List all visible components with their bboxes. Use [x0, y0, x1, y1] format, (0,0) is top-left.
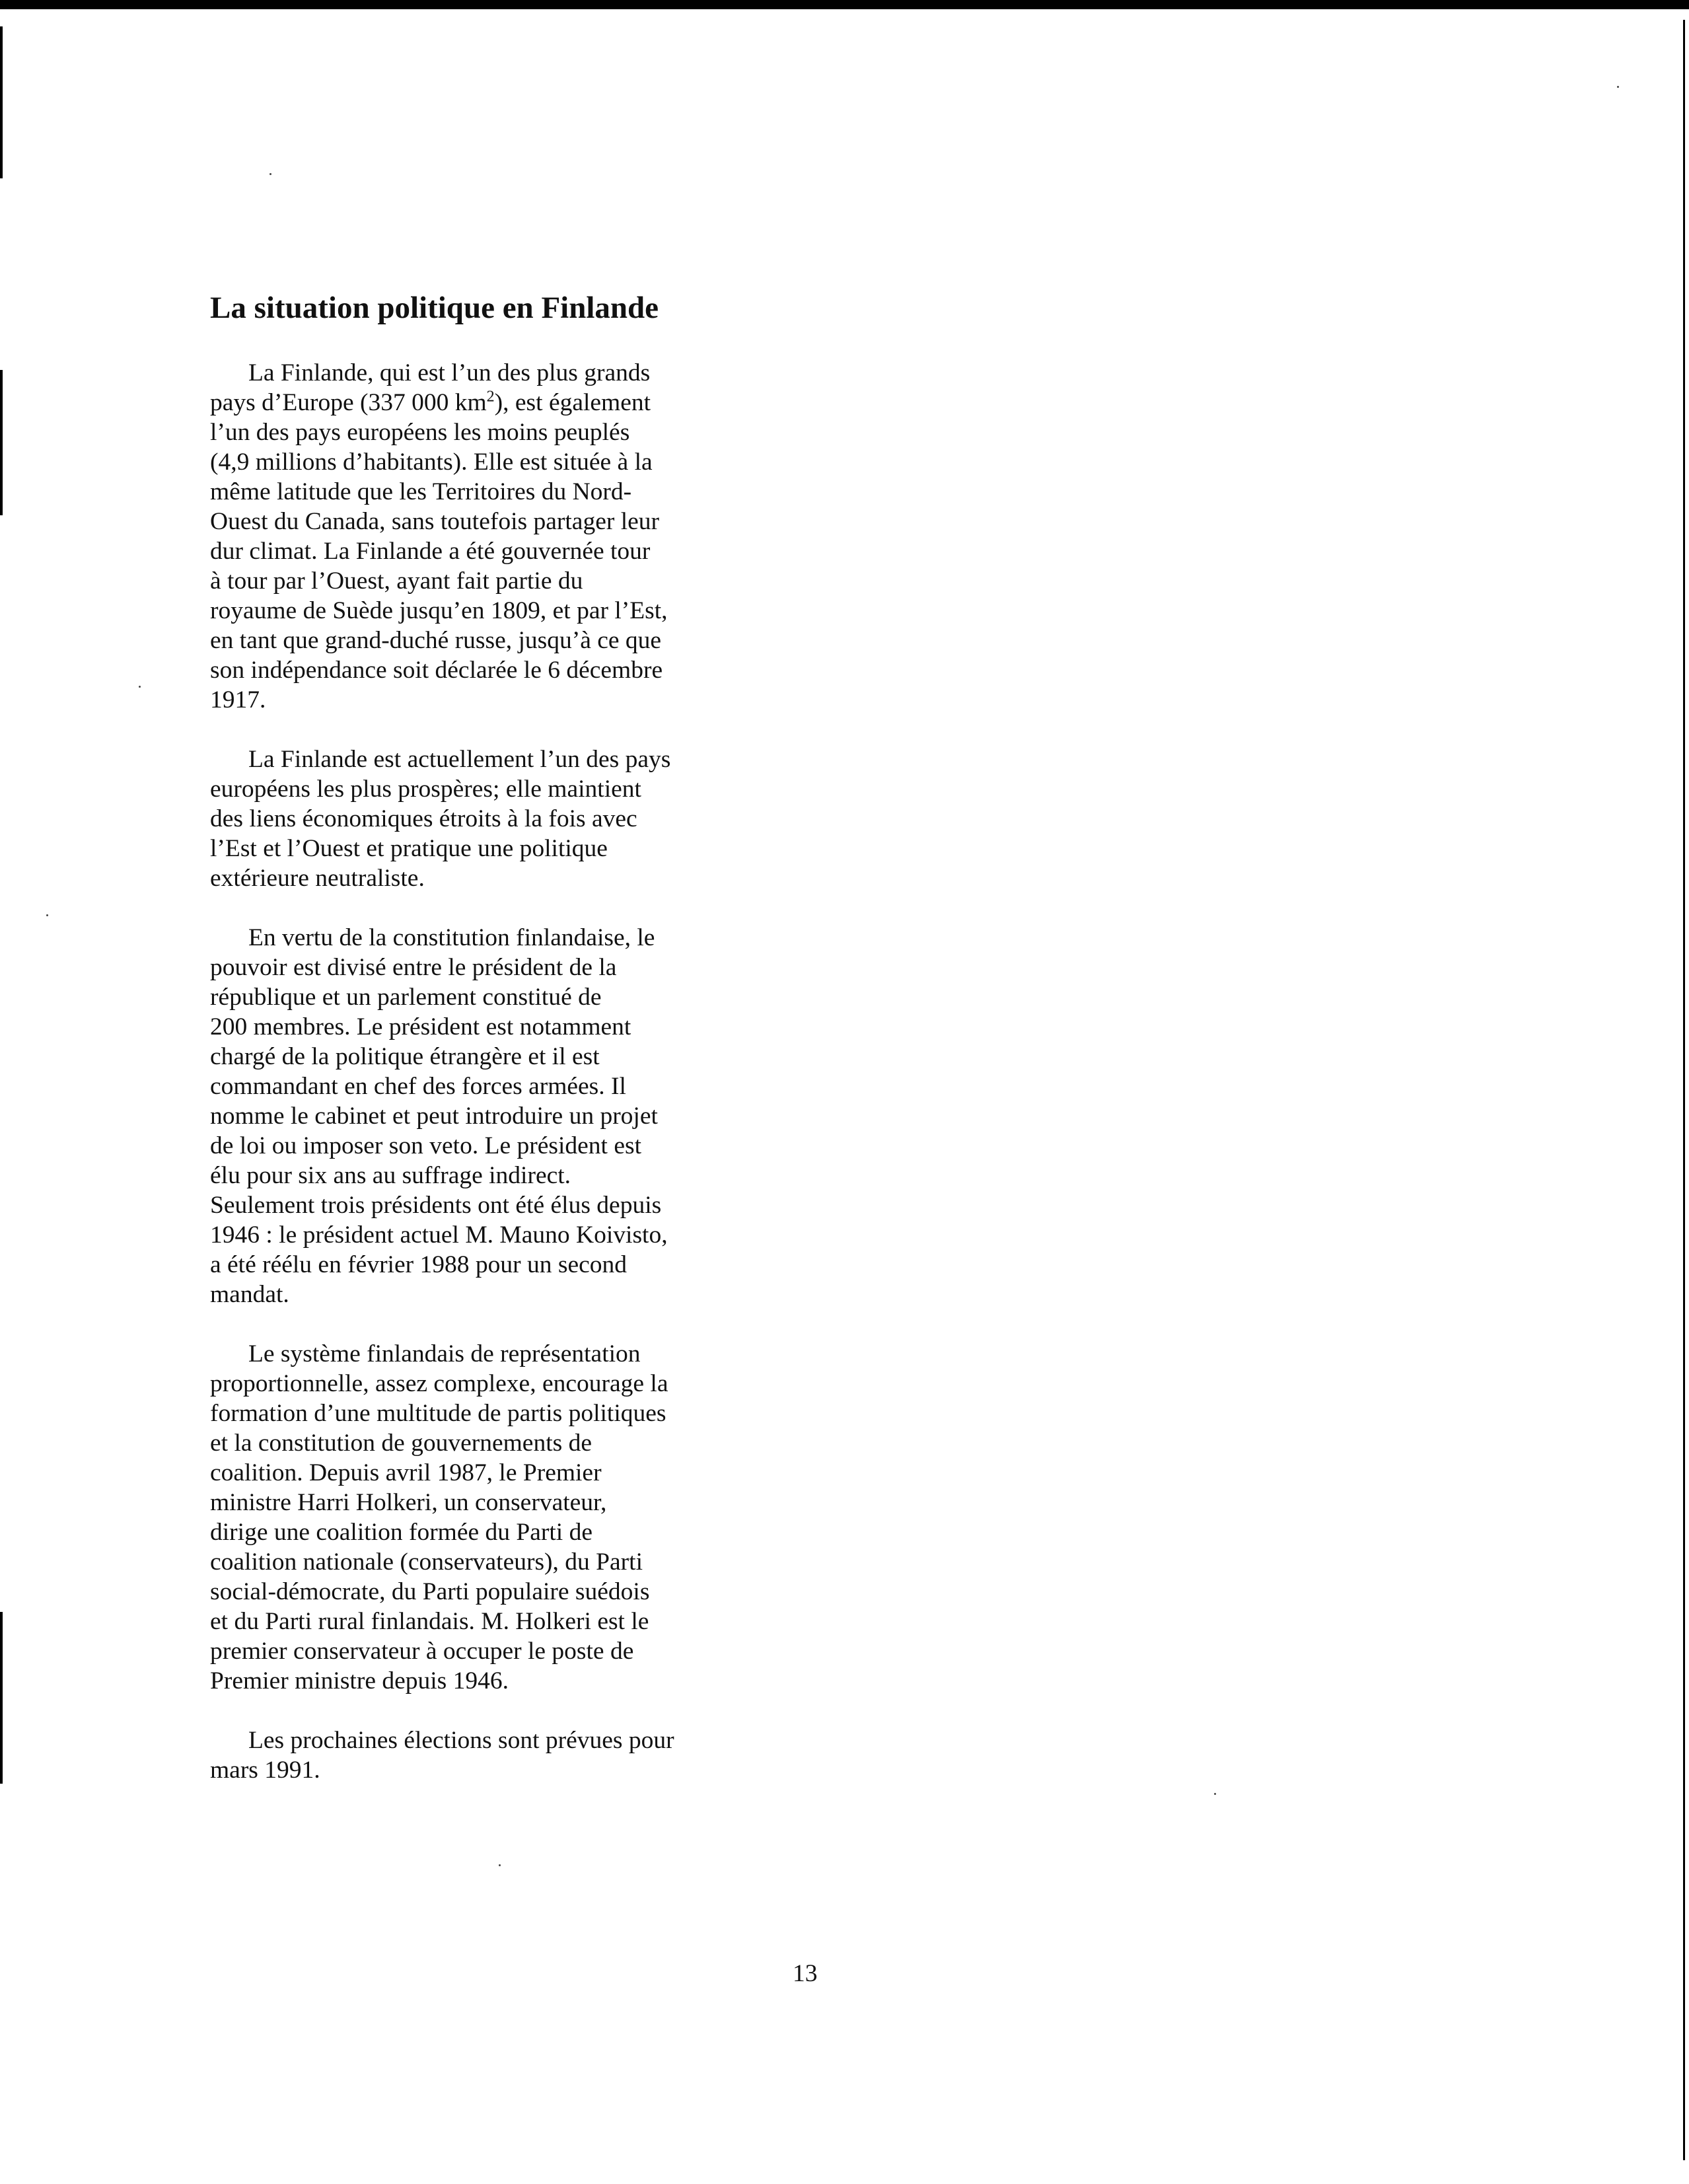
- scan-speck: [46, 914, 48, 916]
- text-line: coalition nationale (conservateurs), du Parti: [210, 1548, 643, 1576]
- text-line: commandant en chef des forces armées. Il: [210, 1073, 626, 1101]
- text-line: La Finlande, qui est l’un des plus grands: [248, 359, 651, 387]
- text-fragment: pays d’Europe (337 000 km: [210, 389, 487, 417]
- text-line: des liens économiques étroits à la fois avec: [210, 805, 637, 833]
- scan-top-border: [0, 0, 1689, 9]
- text-line: ministre Harri Holkeri, un conservateur,: [210, 1489, 607, 1517]
- article: [210, 289, 778, 1815]
- text-line: son indépendance soit déclarée le 6 décembre: [210, 657, 663, 684]
- text-line: Premier ministre depuis 1946.: [210, 1667, 509, 1695]
- text-line: nomme le cabinet et peut introduire un projet: [210, 1103, 658, 1130]
- text-line: a été réélu en février 1988 pour un second: [210, 1251, 627, 1279]
- text-line: Seulement trois présidents ont été élus depuis: [210, 1192, 662, 1219]
- text-line: premier conservateur à occuper le poste de: [210, 1638, 634, 1665]
- text-line: La Finlande est actuellement l’un des pays: [248, 746, 671, 774]
- text-line: et la constitution de gouvernements de: [210, 1430, 592, 1457]
- scan-speck: [270, 173, 271, 175]
- text-line: dirige une coalition formée du Parti de: [210, 1519, 593, 1547]
- text-line: [210, 388, 778, 418]
- paragraph-2: [210, 745, 778, 893]
- scan-edge-mark: [0, 370, 3, 515]
- text-line: européens les plus prospères; elle maintient: [210, 776, 641, 803]
- text-line: mars 1991.: [210, 1757, 320, 1784]
- text-line: royaume de Suède jusqu’en 1809, et par l’Est,: [210, 597, 668, 625]
- text-line: extérieure neutraliste.: [210, 865, 425, 892]
- text-line: 1917.: [210, 686, 266, 714]
- text-line: mandat.: [210, 1281, 289, 1309]
- text-line: pouvoir est divisé entre le président de la: [210, 954, 617, 982]
- scan-speck: [1214, 1793, 1216, 1795]
- text-line: dur climat. La Finlande a été gouvernée tour: [210, 538, 651, 565]
- paragraph-5: [210, 1726, 778, 1785]
- text-line: social-démocrate, du Parti populaire suédois: [210, 1578, 650, 1606]
- page-title: La situation politique en Finlande: [210, 291, 659, 325]
- scan-speck: [499, 1864, 501, 1866]
- text-line: à tour par l’Ouest, ayant fait partie du: [210, 567, 583, 595]
- text-line: élu pour six ans au suffrage indirect.: [210, 1162, 571, 1190]
- text-line: coalition. Depuis avril 1987, le Premier: [210, 1459, 602, 1487]
- text-line: Les prochaines élections sont prévues pour: [248, 1727, 674, 1755]
- text-line: république et un parlement constitué de: [210, 984, 602, 1011]
- text-line: Ouest du Canada, sans toutefois partager leur: [210, 508, 659, 536]
- text-line: proportionnelle, assez complexe, encourage la: [210, 1370, 668, 1398]
- text-line: l’Est et l’Ouest et pratique une politique: [210, 835, 608, 863]
- text-line: (4,9 millions d’habitants). Elle est située à la: [210, 449, 653, 476]
- paragraph-3: [210, 923, 778, 1309]
- scan-speck: [139, 686, 141, 688]
- paragraph-4: [210, 1339, 778, 1696]
- text-line: 1946 : le président actuel M. Mauno Koivisto,: [210, 1221, 668, 1249]
- scan-edge-mark: [0, 1612, 3, 1784]
- text-line: même latitude que les Territoires du Nord-: [210, 478, 632, 506]
- text-fragment: ), est également: [494, 389, 651, 417]
- scan-speck: [1617, 86, 1619, 88]
- page-number: 13: [793, 1960, 818, 1987]
- text-line: formation d’une multitude de partis politiques: [210, 1400, 666, 1428]
- scan-edge-mark: [1683, 20, 1685, 2160]
- scan-edge-mark: [0, 26, 3, 178]
- text-line: En vertu de la constitution finlandaise, le: [248, 924, 655, 952]
- text-line: en tant que grand-duché russe, jusqu’à ce que: [210, 627, 662, 655]
- text-line: chargé de la politique étrangère et il est: [210, 1043, 600, 1071]
- text-line: de loi ou imposer son veto. Le président est: [210, 1132, 641, 1160]
- superscript: 2: [486, 388, 495, 406]
- paragraph-1: [210, 358, 778, 715]
- text-line: 200 membres. Le président est notamment: [210, 1013, 631, 1041]
- text-line: Le système finlandais de représentation: [248, 1340, 641, 1368]
- text-line: l’un des pays européens les moins peuplés: [210, 419, 630, 447]
- text-line: et du Parti rural finlandais. M. Holkeri est le: [210, 1608, 649, 1636]
